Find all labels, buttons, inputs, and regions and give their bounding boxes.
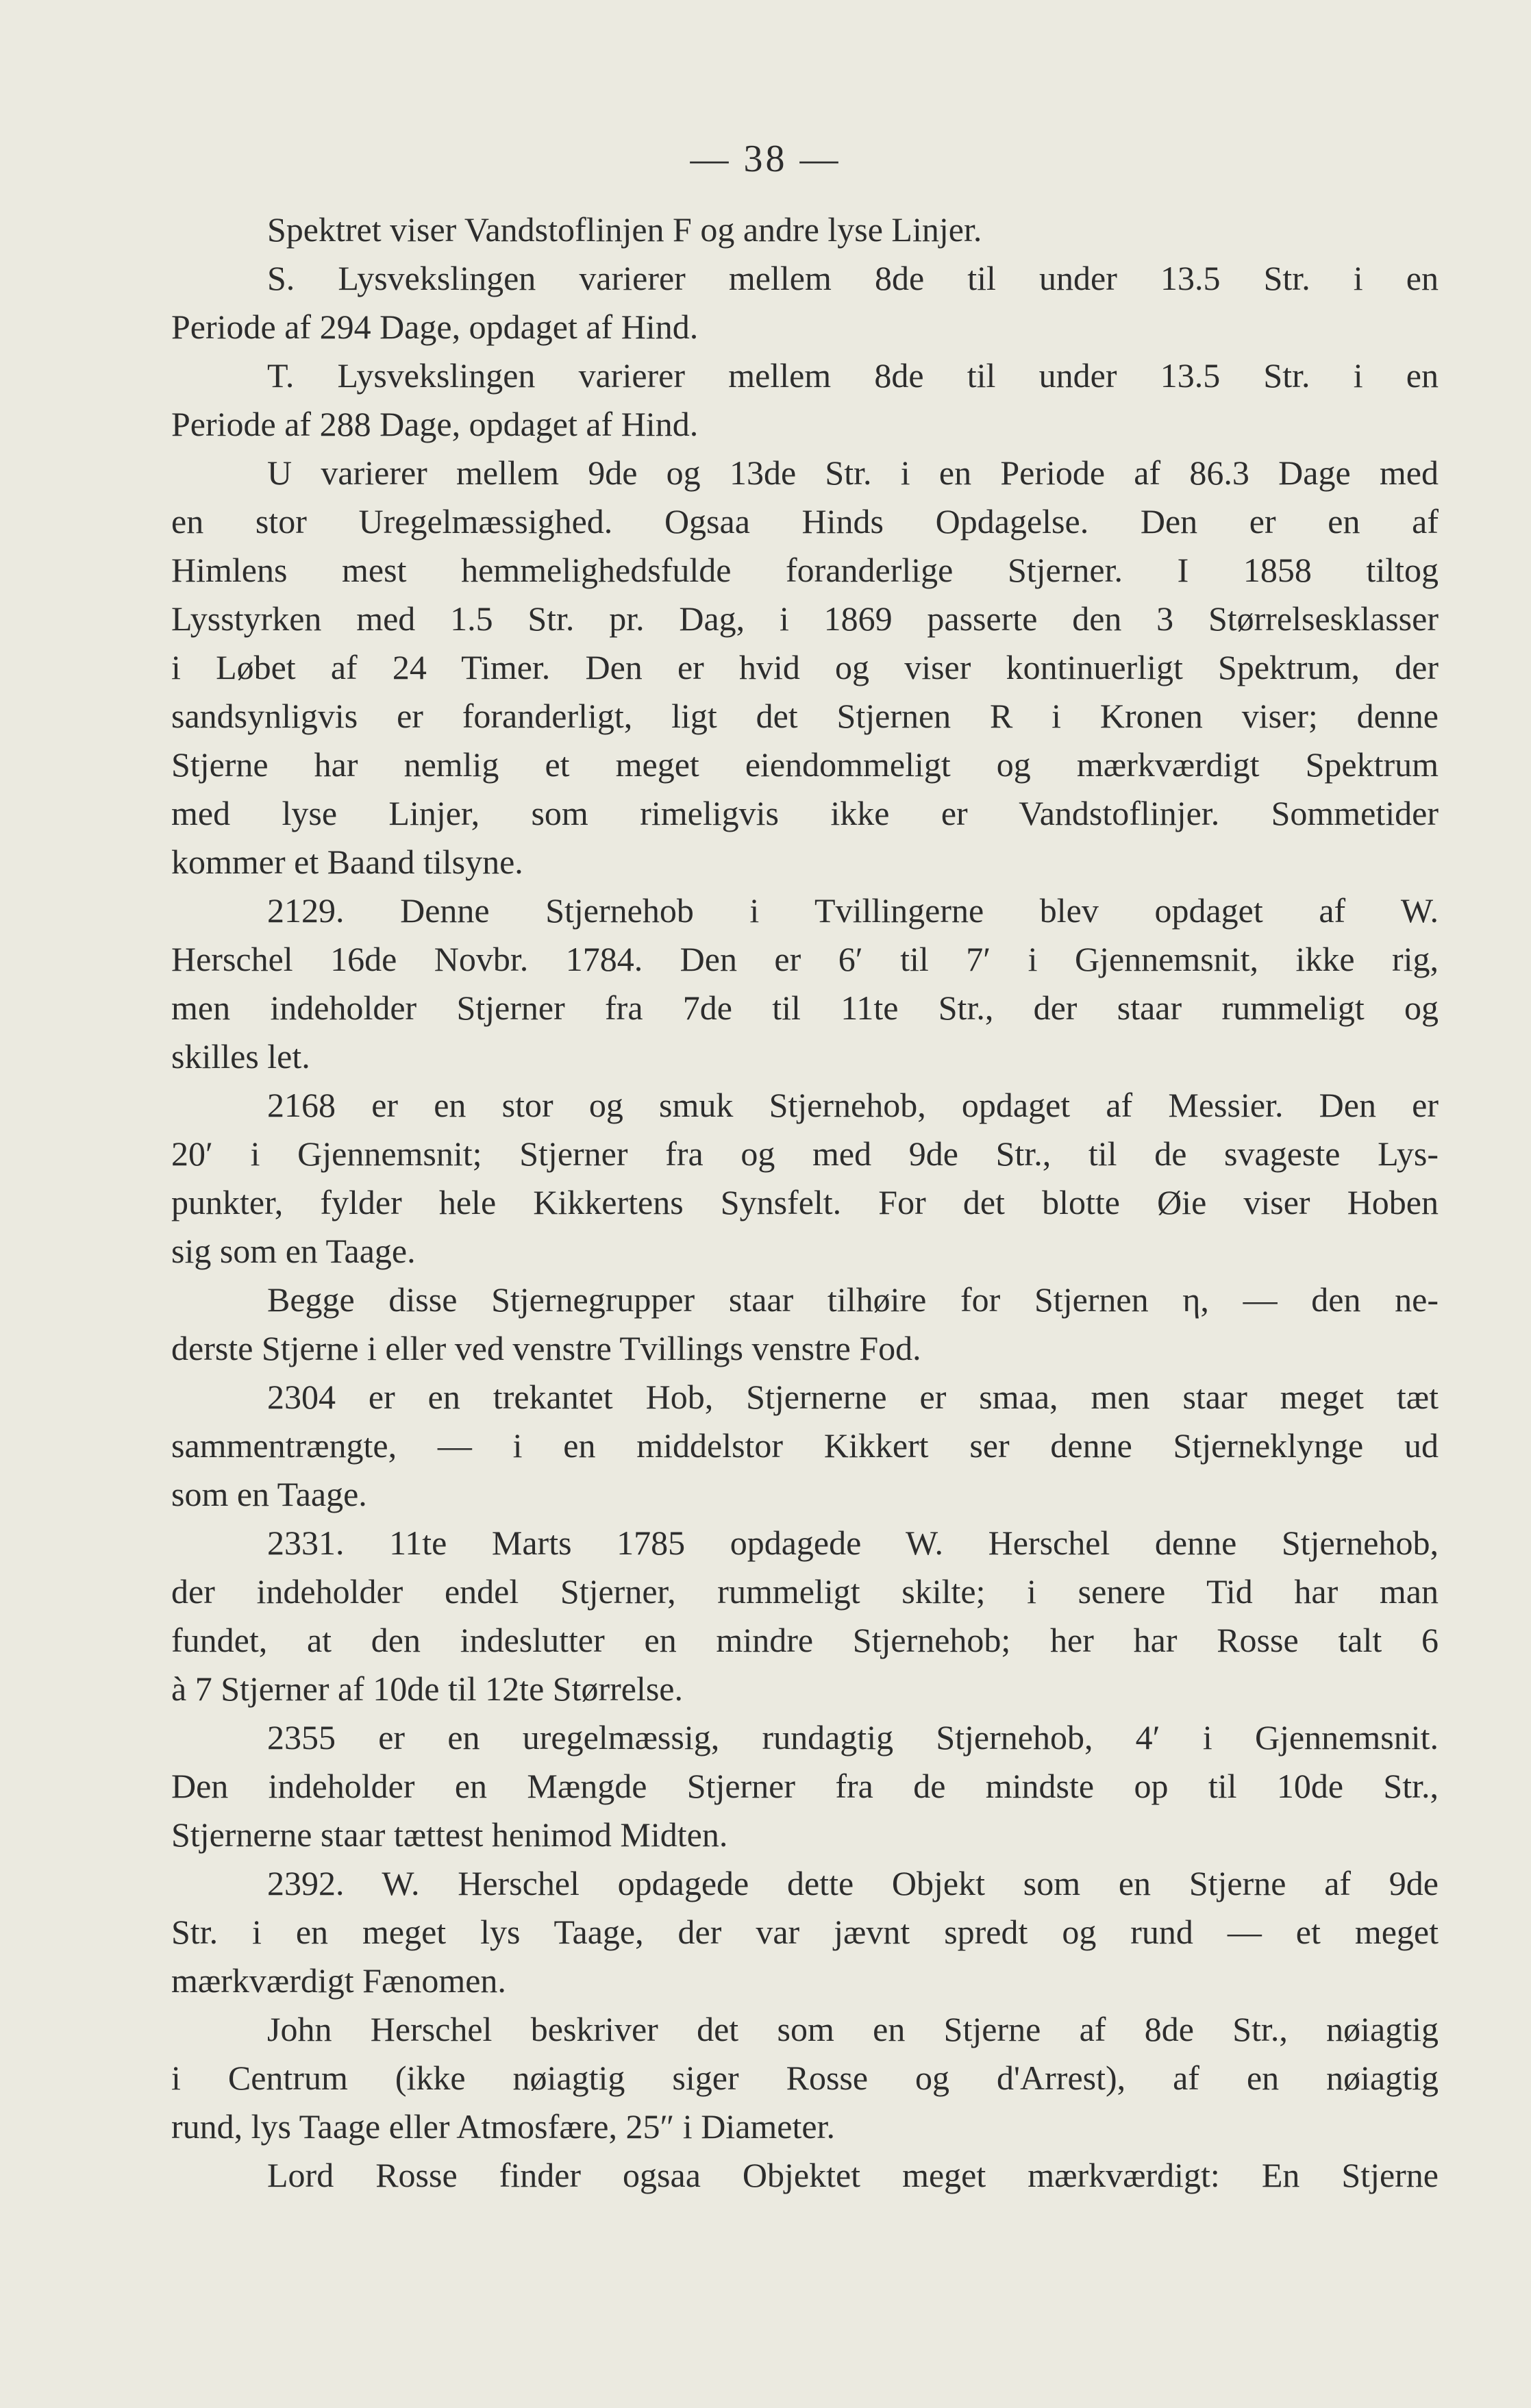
text-line: Begge disse Stjernegrupper staar tilhøire for Stjernen η, — den ne-	[267, 1280, 1439, 1319]
text-line: T. Lysvekslingen varierer mellem 8de til under 13.5 Str. i en	[267, 356, 1439, 395]
text-line: skilles let.	[171, 1037, 310, 1076]
text-line: med lyse Linjer, som rimeligvis ikke er Vandstoflinjer. Sommetider	[171, 794, 1439, 832]
text-line: à 7 Stjerner af 10de til 12te Størrelse.	[171, 1670, 683, 1708]
text-line: U varierer mellem 9de og 13de Str. i en Periode af 86.3 Dage med	[267, 454, 1439, 492]
text-line: Str. i en meget lys Taage, der var jævnt spredt og rund — et meget	[171, 1913, 1439, 1951]
text-line: S. Lysvekslingen varierer mellem 8de til under 13.5 Str. i en	[267, 259, 1439, 297]
text-line: Stjerne har nemlig et meget eiendommeligt og mærkværdigt Spektrum	[171, 745, 1439, 784]
text-line: Stjernerne staar tættest henimod Midten.	[171, 1815, 728, 1854]
text-line: 2304 er en trekantet Hob, Stjernerne er smaa, men staar meget tæt	[267, 1378, 1439, 1416]
text-line: derste Stjerne i eller ved venstre Tvillings venstre Fod.	[171, 1329, 921, 1367]
text-line: men indeholder Stjerner fra 7de til 11te Str., der staar rummeligt og	[171, 989, 1439, 1027]
text-line: Periode af 288 Dage, opdaget af Hind.	[171, 405, 699, 443]
text-line: John Herschel beskriver det som en Stjerne af 8de Str., nøiagtig	[267, 2010, 1439, 2048]
text-line: som en Taage.	[171, 1475, 367, 1513]
text-line: 2331. 11te Marts 1785 opdagede W. Herschel denne Stjernehob,	[267, 1524, 1439, 1562]
text-line: Den indeholder en Mængde Stjerner fra de mindste op til 10de Str.,	[171, 1767, 1439, 1805]
text-line: fundet, at den indeslutter en mindre Stjernehob; her har Rosse talt 6	[171, 1621, 1439, 1659]
text-line: 2129. Denne Stjernehob i Tvillingerne blev opdaget af W.	[267, 891, 1439, 930]
text-line: 2355 er en uregelmæssig, rundagtig Stjernehob, 4′ i Gjennemsnit.	[267, 1718, 1439, 1757]
text-line: 20′ i Gjennemsnit; Stjerner fra og med 9de Str., til de svageste Lys-	[171, 1134, 1439, 1173]
text-line: en stor Uregelmæssighed. Ogsaa Hinds Opdagelse. Den er en af	[171, 502, 1439, 541]
text-line: rund, lys Taage eller Atmosfære, 25″ i Diameter.	[171, 2107, 835, 2146]
text-line: 2392. W. Herschel opdagede dette Objekt som en Stjerne af 9de	[267, 1864, 1439, 1902]
text-line: kommer et Baand tilsyne.	[171, 843, 523, 881]
text-line: der indeholder endel Stjerner, rummeligt skilte; i senere Tid har man	[171, 1572, 1439, 1611]
page-number: — 38 —	[690, 138, 841, 180]
text-line: i Løbet af 24 Timer. Den er hvid og viser kontinuerligt Spektrum, der	[171, 648, 1439, 686]
text-line: Herschel 16de Novbr. 1784. Den er 6′ til 7′ i Gjennemsnit, ikke rig,	[171, 940, 1439, 978]
text-line: Lysstyrken med 1.5 Str. pr. Dag, i 1869 passerte den 3 Størrelsesklasser	[171, 599, 1439, 638]
text-line: sammentrængte, — i en middelstor Kikkert ser denne Stjerneklynge ud	[171, 1426, 1439, 1465]
text-line: punkter, fylder hele Kikkertens Synsfelt. For det blotte Øie viser Hoben	[171, 1183, 1439, 1221]
text-line: sig som en Taage.	[171, 1232, 416, 1270]
text-line: Periode af 294 Dage, opdaget af Hind.	[171, 308, 699, 346]
text-line: mærkværdigt Fænomen.	[171, 1961, 506, 2000]
text-line: Lord Rosse finder ogsaa Objektet meget mærkværdigt: En Stjerne	[267, 2156, 1439, 2194]
body-text	[171, 206, 1439, 2200]
text-line: Spektret viser Vandstoflinjen F og andre lyse Linjer.	[267, 210, 982, 249]
text-line: i Centrum (ikke nøiagtig siger Rosse og d'Arrest), af en nøiagtig	[171, 2059, 1439, 2097]
text-line: 2168 er en stor og smuk Stjernehob, opdaget af Messier. Den er	[267, 1086, 1439, 1124]
text-line: Himlens mest hemmelighedsfulde foranderlige Stjerner. I 1858 tiltog	[171, 551, 1439, 589]
text-line: sandsynligvis er foranderligt, ligt det Stjernen R i Kronen viser; denne	[171, 697, 1439, 735]
